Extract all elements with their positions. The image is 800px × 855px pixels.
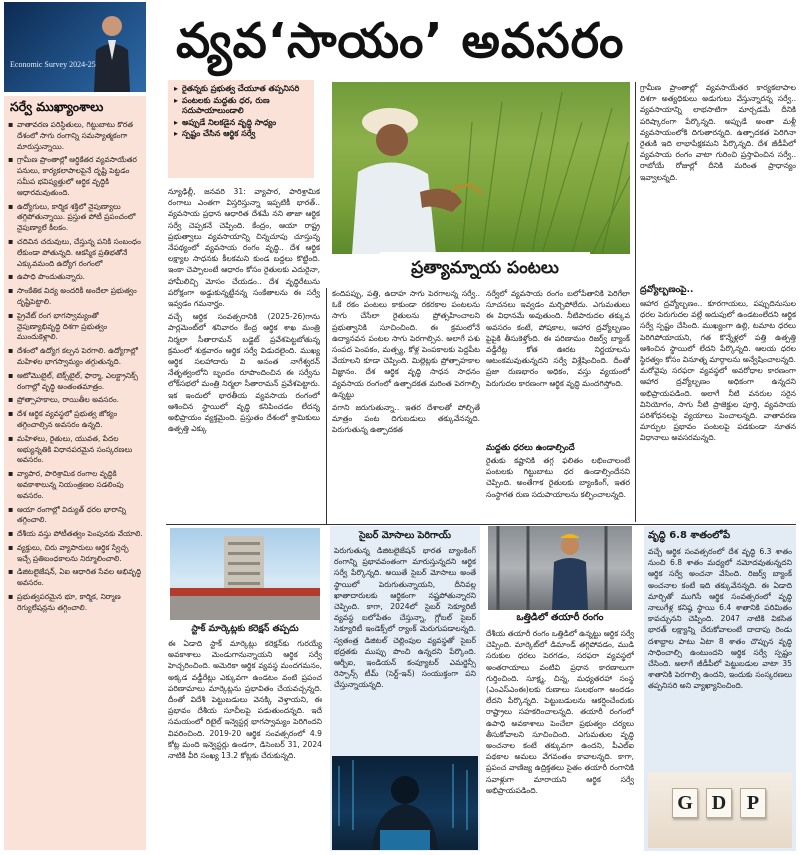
sidebar-item: ▪ ప్రైవేట్ రంగ భాగస్వామ్యంతో నైపుణ్యాభివృద్ధి దిశగా ప్రభుత్వం ముందుకెళ్లాలి.: [8, 311, 144, 343]
gdp-letter-tile: P: [740, 788, 766, 818]
highlights-sidebar: [4, 96, 146, 850]
main-article-column-4: [640, 82, 796, 282]
sidebar-item: ▪ చదివిన చదువులు, చేస్తున్న పనికి సంబంధం లేకుండా పోతున్నది. ఆకస్మిక ప్రతిభతోనే ఎక్కువమంది ఉద్యోగ రంగంలో: [8, 237, 144, 269]
stock-heading: స్టాక్ మార్కెట్లకు కరెక్షన్ తప్పదు: [191, 624, 299, 634]
sidebar-item: ▪ వ్యక్తులు, చిరు వ్యాపారులు ఆర్థిక స్వేచ్ఛ ఇచ్చే ప్రతిబంధకాలను నిర్మూలించాలి.: [8, 543, 144, 565]
manufacturing-text: [486, 628, 634, 850]
gdp-letter-tile: G: [672, 788, 698, 818]
sidebar-item: ▪ దేశంలో ఉద్యోగ కల్పన పెరగాలి. ఉద్యోగాల్లో మహిళల భాగస్వామ్యం తగ్గుతున్నది.: [8, 346, 144, 368]
sidebar-item: ▪ మహిళలు, రైతులు, యువత, పేదల అభ్యున్నతికి విధానపరమైన సంస్కరణలు అవసరం.: [8, 434, 144, 466]
paragraph: న్యూఢిల్లీ, జనవరి 31: వ్యాపార, పారిశ్రామిక రంగాలు ఎంతగా విస్తరిస్తున్నా ఇప్పటికీ భారత్.. వ్యవసాయ ప్రధాన ఆధారిత దేశమే నని తాజా ఆర్థిక సర్వే చెప్పకనే చెప్పింది. కేంద్రం, ఆయా రాష్ట్ర ప్రభుత్వాలు వ్యవసాయాన్ని చిన్నచూపు చూస్తున్న నేపథ్యంలో వ్యవసాయ రంగం వృద్ధి.. దేశ ఆర్థిక లక్ష్యాల సాధనకు కీలకమని కుండ బద్దలు కొట్టింది. ఇంకా చెప్పాలంటే ఆధారం కోసం రైతులకు ఎదురైనా, హామీలిచ్చి మోసం చేయడం.. దేశ వృద్ధిరేటును పరోక్షంగా అడ్డుకున్నట్టేనన్న సంకేతాలను ఈ సర్వే ఇవ్వడం గమనార్హం.: [168, 187, 320, 309]
sidebar-item: ▪ వాతావరణ పరిస్థితులు, గిట్టుబాటు కొరత దేశంలో సాగు రంగాన్ని సమస్యాత్మకంగా మారుస్తున్నాయి.: [8, 120, 144, 152]
paragraph: గ్రామీణ ప్రాంతాల్లో వ్యవసాయేతర కార్యకలాపాల దిశగా అత్యధికులు అడుగులు వేస్తున్నారన్న సర్వే.. వ్యవసాయాన్ని లాభసాటిగా మార్చడమే దీనికి పరిష్కారంగా పేర్కొన్నది. అప్పుడే అంతా మళ్లీ వ్యవసాయంలోకి దిగుతారన్నది. ఉత్పాదకత పెరిగినా రైతుకి ఇది లాభాపేక్షకమని పేర్కొన్నది. దేశ జీడీపీలో వ్యవసాయ రంగం వాటా గురించి ప్రస్తావించిన సర్వే.. రాబోయే రోజుల్లో దీనికి మరింత ప్రాధాన్యం ఇవ్వాలన్నది.: [640, 83, 796, 182]
paragraph: దేశీయ తయారీ రంగం ఒత్తిడిలో ఉన్నట్టు ఆర్థిక సర్వే చెప్పింది. మార్కెట్‌లో డిమాండ్ తగ్గిపోవడం, ముడి సరుకుల ధరలు పెరగడం, సరఫరా వ్యవస్థలో అంతరాయాలు వంటివి ప్రధాన కారణాలుగా గుర్తించింది. సూక్ష్మ, చిన్న, మధ్యతరహా సంస్థ (ఎంఎస్ఎంఈ)లకు రుణాలు సులభంగా అందడం లేదని పేర్కొన్నది. పెట్టుబడులను ఆకర్షించేందుకు రాష్ట్రాలు సహకరించాలన్నది. తయారీ రంగంలో ఉపాధి అవకాశాలు పెంచేలా ప్రభుత్వం చర్యలు తీసుకోవాలని సూచించింది. ఎగుమతుల వృద్ధి అంచనాల కంటే తక్కువగా ఉందని, పీఎల్ఐ పథకాల అమలు వేగవంతం కావాలన్నది. కాగా, ప్రపంచ వాణిజ్య ఉద్రిక్తతలు సైతం తయారీ రంగానికి సవాళ్లుగా మారాయని ఆర్థిక సర్వే అభిప్రాయపడింది.: [486, 629, 634, 795]
economic-survey-photo: [4, 2, 146, 92]
sidebar-item: ▪ ఆటోమొబైల్, టెక్స్‌టైల్, ఫార్మా, ఎలక్ట్రానిక్స్ రంగాల్లో వృద్ధి అంతంతమాత్రం.: [8, 371, 144, 393]
sidebar-item: ▪ దేశీయ వస్తు పోటీతత్వం పెంపునకు వేయాలి.: [8, 529, 144, 540]
building-icon: [170, 528, 320, 620]
hacker-icon: [332, 756, 478, 850]
paragraph: వచ్చే ఆర్థిక సంవత్సరానికి (2025-26)గాను పార్లమెంట్‌లో శనివారం కేంద్ర ఆర్థిక శాఖ మంత్రి నిర్మలా సీతారామన్ బడ్జెట్ ప్రవేశపెట్టబోతున్న క్రమంలో శుక్రవారం ఆర్థిక సర్వే విడుదలైంది. ముఖ్య ఆర్థిక సలహాదారు వి అనంత నాగేశ్వరన్ నేతృత్వంలోని బృందం రూపొందించిన ఈ సర్వేను లోక్‌సభలో మంత్రి నిర్మలా సీతారామన్ ప్రవేశపెట్టారు. ఇక ఇందులో భారతీయ వ్యవసాయ రంగంలో ఆశించిన స్థాయిలో వృద్ధి కనిపించడం లేదన్న అభిప్రాయం వ్యక్తమైంది. ప్రస్తుతం దేశంలో శ్రామికులు ఉత్పత్తి ఎక్కు: [168, 312, 320, 434]
sidebar-item: ▪ గ్రామీణ ప్రాంతాల్లో ఆర్థికేతర వ్యవసాయేతర పనులు, కార్యకలాపాలపైనే దృష్టి పెట్టడం సమీప భవిష్యత్తులో ఆర్థిక వృద్ధికి ఆధారమవుతుంది.: [8, 155, 144, 198]
paragraph: ఆహార ద్రవ్యోల్బణం.. కూరగాయలు, పప్పుదినుసుల ధరల పెరుగుదల వల్లే అదుపులో ఉండటంలేదని ఆర్థిక సర్వే స్పష్టం చేసింది. ముఖ్యంగా ఉల్లి, టమాట ధరలు పెరిగిపోయాయని, గత కొన్నేళ్లలో పత్తి ఉత్పత్తి ఆశించిన స్థాయిలో లేదని పేర్కొన్నది. ఆలయ ధరల స్థిరత్వం కోసం వినూత్న మార్గాలను అన్వేషించాలన్నది. మరోవైపు సరఫరా వ్యవస్థలో అవరోధాల కారణంగా ఆహార ద్రవ్యోల్బణం అధికంగా ఉన్నదని అభిప్రాయపడింది. అలాగే నీటి వనరుల సరైన వినియోగం, సాగు నీటి ప్రాజెక్టుల పూర్తి, వ్యవసాయ పరిశోధనలపై వ్యయాలు పెంచాలన్నది. వాతావరణ మార్పుల ప్రభావం పంటలపై పడకుండా నూతన విధానాలు అవసరమన్నది.: [640, 299, 796, 443]
paragraph: నర్వేలో వ్యవసాయ రంగం బలోపేతానికి పెరిగేలా సూచనలు ఇవ్వడం మర్చిపోలేదు. ఎగుమతులు ఈ విధానమే అవుతుంది. నీటిపారుదల తక్కువ అవసరం కంటే, పోషకాల, ఆహార ద్రవ్యోల్బణం పైపైకి తీసుకెళ్తోంది. ఈ పరిణామం రిజర్వ్ బ్యాంక్ వడ్డీరేట్ల కోత ఊరట నిర్ణయాలను ఆటంకమవుతున్నదని సర్వే విశ్లేషించింది. దీంతో ప్రజా రుణభారం అధికం, వస్తు వ్యయంలో పెరుగుదల కారణంగా ఆర్థిక వృద్ధి మందగిస్తోంది.: [486, 289, 630, 388]
subheading-inflation: ద్రవ్యోల్బణంపై..: [640, 285, 694, 295]
factory-worker-photo: [488, 526, 632, 610]
column-divider: [326, 288, 327, 524]
headline: వ్యవ‘సాయం’ అవసరం: [176, 13, 625, 69]
support-price-text: [486, 455, 630, 525]
key-point: ▸ స్పష్టం చేసిన ఆర్థిక సర్వే: [174, 129, 308, 140]
main-article-column-2: [332, 288, 480, 526]
gdp-blocks-photo: [648, 772, 792, 848]
paragraph: రైతుకు కష్టానికి తగ్గ ఫలితం లభించాలంటే పంటలకు గిట్టుబాటు ధర ఉండాల్సిందేనని చెప్పింది. అంతేగాక రైతులకు బ్యాంకింగ్, ఇతర సంస్థాగత రుణ సదుపాయాలను కల్పించాలన్నది.: [486, 456, 630, 499]
sidebar-title: సర్వే ముఖ్యాంశాలు: [10, 99, 104, 114]
gdp-letter-tile: D: [706, 788, 732, 818]
sidebar-list: [8, 120, 144, 617]
cyber-heading: సైబర్ మోసాలు పెరిగాయ్: [358, 530, 452, 541]
growth-text: [648, 546, 792, 768]
sidebar-item: ▪ దేశ ఆర్థిక వ్యవస్థలో ప్రభుత్వ జోక్యం తగ్గించాల్సిన అవసరం ఉన్నది.: [8, 409, 144, 431]
farmer-in-field-icon: [332, 82, 630, 254]
worker-icon: [488, 526, 632, 610]
farmer-photo: [332, 82, 630, 254]
sidebar-item: ▪ ప్రోత్సాహకాలు, రాయితీల అవసరం.: [8, 395, 144, 406]
key-points-box: [168, 80, 314, 178]
sidebar-item: ▪ ప్రభుత్వపరమైన భూ, కార్మిక, నిర్మాణ రెగ్యులేషన్లను తగ్గించాలి.: [8, 592, 144, 614]
paragraph: కందిపప్పు, పత్తి, ఉదాహ సాగు పెరగాలన్న సర్వే.. ఓకే రకం పంటలు కాకుండా రకరకాల పంటలను సాగు చేసేలా రైతులను ప్రోత్సహించాలని ప్రభుత్వానికి సూచించింది. ఈ క్రమంలోనే ఉద్యానవన పంటల సాగు పెరగాల్సిన. అలాగే పశు సంపద పెంపకం, మత్స్య, కోళ్ల పెంపకాలకు పెద్దపీట వేయాలని కూడా చెప్పింది. మిల్లెట్లకు ప్రోత్సాహకాల విజ్ఞానం. దేశ ఆర్థిక వృద్ధి సాధన సాధనం వ్యవసాయ రంగంలో ఉత్పాదకత మరింత పెరగాల్సి ఉన్నట్టు: [332, 289, 480, 399]
column-divider: [635, 82, 636, 522]
hacker-photo: [332, 756, 478, 850]
photo-caption: ప్రత్యామ్నాయ పంటలు: [380, 252, 590, 284]
paragraph: వచ్చే ఆర్థిక సంవత్సరంలో దేశ వృద్ధి 6.3 శాతం నుంచి 6.8 శాతం మధ్యలో నమోదవుతున్నదని ఆర్థిక సర్వే అంచనా వేసింది. రిజర్వ్ బ్యాంక్ అంచనాల కంటే ఇది తక్కువేనన్నది. ఈ ఏడాది మార్చితో ముగిసే ఆర్థిక సంవత్సరంలో వృద్ధి నాలుగేళ్ల కనిష్ఠ స్థాయి 6.4 శాతానికి పరిమితం కావచ్చునని చెప్పింది. 2047 నాటికి వికసిత భారత్ లక్ష్యాన్ని చేరుకోవాలంటే దాదాపు రెండు దశాబ్దాల పాటు ఏటా 8 శాతం చొప్పున వృద్ధి సాధించాల్సి ఉంటుందని ఆర్థిక సర్వే స్పష్టం చేసింది. అలాగే జీడీపీలో పెట్టుబడుల వాటా 35 శాతానికి పెరగాల్సి ఉందని, ఇందుకు సంస్కరణలు తప్పనిసరి అని వ్యాఖ్యానించింది.: [648, 547, 792, 691]
cyber-text: [334, 545, 476, 753]
key-point: ▸ అప్పుడే నిలకడైన వృద్ధి సాధ్యం: [174, 118, 308, 129]
main-article-column-3: [486, 288, 630, 438]
paragraph: వగాని జరుగుతున్నా.. ఇతర దేశాలతో పోల్చితే మాత్రం పంట దిగుబడులు తక్కువేనన్నది. పెరుగుతున్న ఉత్పాదకత: [332, 403, 480, 435]
paragraph: పెరుగుతున్న డిజిటలైజేషన్ భారత బ్యాంకింగ్ రంగాన్ని ప్రభావవంతంగా మారుస్తున్నదని ఆర్థిక సర్వే పేర్కొన్నది. అయితే సైబర్ మోసాలు అంతే స్థాయిలో పెరుగుతున్నాయని, దీనివల్ల ఖాతాదారులకు ఆర్థికంగా నష్టపోతున్నారని చెప్పింది. కాగా, 2024లో సైబర్ సెక్యూరిటీ వ్యవస్థ బలోపేతం చేస్తున్నా, గ్లోబల్ సైబర్ సెక్యూరిటీ ఇండెక్స్‌లో ర్యాంక్ మెరుగుపడాలన్నది. స్వతంత్ర డిజిటల్ చెల్లింపుల వ్యవస్థతో సైబర్ భద్రతకు ముప్పు పొంచి ఉన్నదని పేర్కొంది. ఆర్బీఐ, ఇండియన్ కంప్యూటర్ ఎమర్జెన్సీ రెస్పాన్స్ టీమ్ (సెర్ట్-ఇన్) సంయుక్తంగా పని చేస్తున్నాయన్నది.: [334, 546, 476, 690]
inflation-text: [640, 298, 796, 522]
sidebar-item: ▪ డిజిటలైజేషన్, ఏఐ ఆధారిత సేవల అభివృద్ధి అవసరం.: [8, 567, 144, 589]
sidebar-item: ▪ ఉద్యోగులు, కార్మిక శక్తిలో నైపుణ్యాలు తగ్గిపోతున్నాయి. ప్రస్తుత పోటీ ప్రపంచంలో నైపుణ్యాలే కీలకం.: [8, 202, 144, 234]
growth-heading: వృద్ధి 6.8 శాతంలోపే: [648, 530, 731, 541]
main-article-column-1: [168, 186, 320, 526]
speaker-figure-icon: [90, 10, 130, 92]
key-point: ▸ పంటలకు మద్దతు ధర, రుణ సదుపాయాలుండాలి: [174, 96, 308, 117]
survey-photo-label: Economic Survey 2024-25: [10, 60, 96, 69]
sidebar-item: ▪ ఆయా రంగాల్లో విద్యుత్ ధరల భారాన్ని తగ్గించాలి.: [8, 505, 144, 527]
section-divider: [166, 524, 796, 525]
paragraph: ఈ ఏడాది స్టాక్ మార్కెట్లు కరెక్షన్‌కు గురయ్యే అవకాశాలు మెండుగానున్నాయని ఆర్థిక సర్వే హెచ్చరించింది. అమెరికా ఆర్థిక వ్యవస్థ మందగమనం, అక్కడ వడ్డీరేట్లు ఎక్కువగా ఉండటం వంటి ప్రపంచ పరిణామాలు మార్కెట్లను ప్రభావితం చేయవచ్చన్నది. దీంతో విదేశీ పెట్టుబడులు వెనక్కి వెళ్తాయని, ఈ ప్రభావం దేశీయ సూచీలపై పడుతుందన్నది. ఇదే సమయంలో రిటైల్ ఇన్వెస్టర్ల భాగస్వామ్యం పెరిగిందని వివరించింది. 2019-20 ఆర్థిక సంవత్సరంలో 4.9 కోట్ల మంది ఇన్వెస్టర్లు ఉండగా, డిసెంబర్ 31, 2024 నాటికి వీరి సంఖ్య 13.2 కోట్లకు చేరుకున్నది.: [168, 639, 322, 761]
sidebar-item: ▪ సాంకేతిక విద్య అందరికీ అందేలా ప్రభుత్వం దృష్టిపెట్టాలి.: [8, 286, 144, 308]
stock-text: [168, 638, 322, 850]
sidebar-item: ▪ ఉపాధి పొందుతున్నారు.: [8, 272, 144, 283]
sidebar-item: ▪ వ్యాపార, పారిశ్రామిక రంగాల వృద్ధికి అవకాశాలున్న నియంత్రణల సడలింపు అవసరం.: [8, 469, 144, 501]
stock-exchange-photo: [170, 528, 320, 620]
subheading-support-price: మద్దతు ధరలు ఉండాల్సిందే: [486, 442, 575, 452]
manufacturing-heading: ఒత్తిడిలో తయారీ రంగం: [516, 612, 604, 623]
key-point: ▸ రైతన్నకు ప్రభుత్వ చేయూత తప్పనిసరి: [174, 84, 308, 95]
